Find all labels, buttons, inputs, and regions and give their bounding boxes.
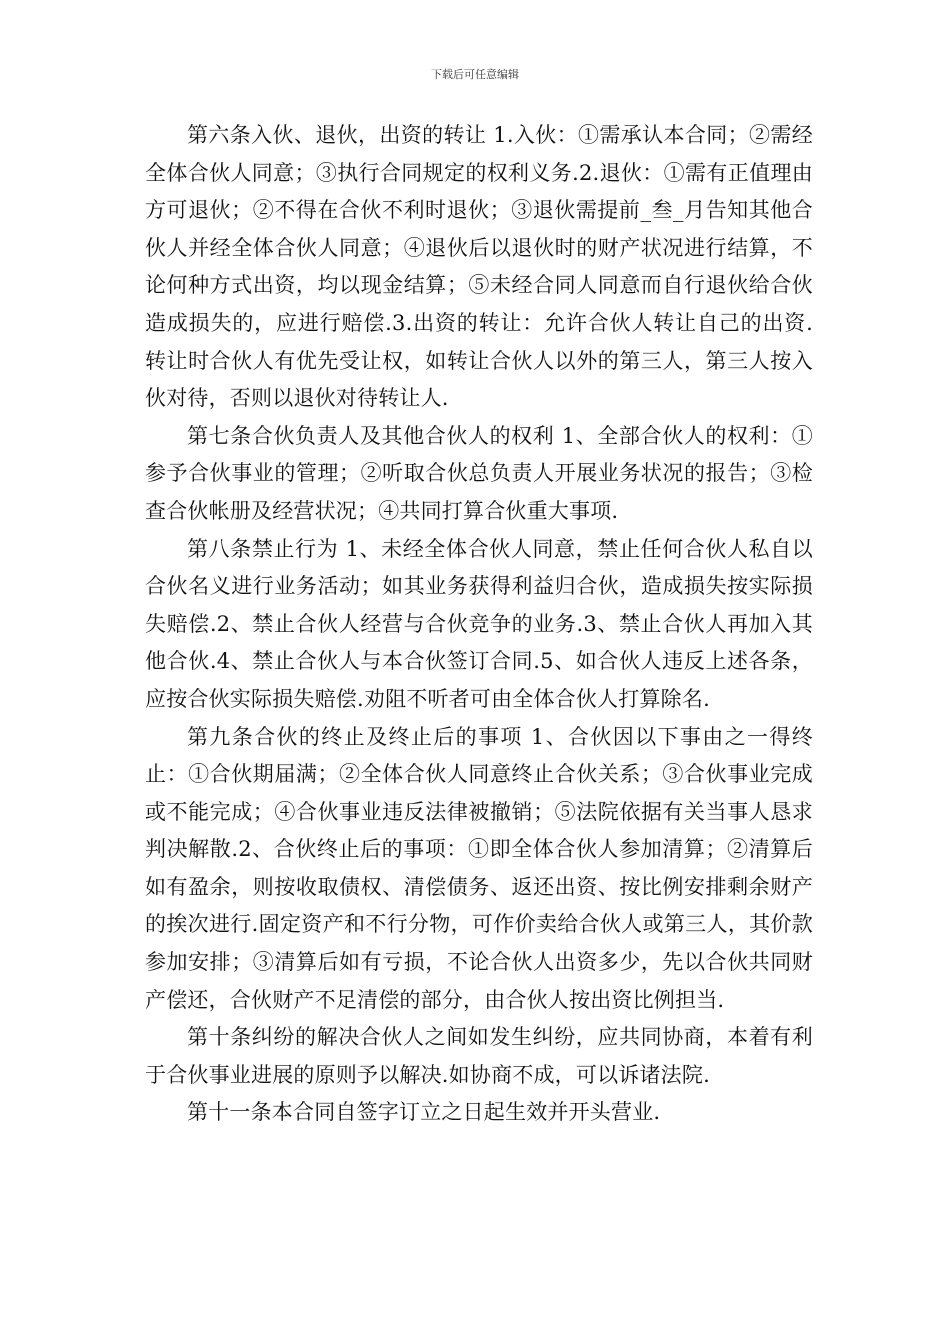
article-6-paragraph: 第六条入伙、退伙，出资的转让 1.入伙：①需承认本合同；②需经全体合伙人同意；③执行合同规定的权利义务.2.退伙：①需有正值理由方可退伙；②不得在合伙不利时退伙；③退伙需提前_叁_月告知其他合伙人并经全体合伙人同意；④退伙后以退伙时的财产状况进行结算，不论何种方式出资，均以现金结算；⑤未经合同人同意而自行退伙给合伙造成损失的，应进行赔偿.3.出资的转让：允许合伙人转让自己的出资.转让时合伙人有优先受让权，如转让合伙人以外的第三人，第三人按入伙对待，否则以退伙对待转让人.	[145, 123, 813, 411]
page-header: 下载后可任意编辑	[431, 68, 519, 81]
document-body	[145, 117, 813, 1132]
article-7-paragraph: 第七条合伙负责人及其他合伙人的权利 1、全部合伙人的权利：①参予合伙事业的管理；②听取合伙总负责人开展业务状况的报告；③检查合伙帐册及经营状况；④共同打算合伙重大事项.	[145, 423, 813, 523]
article-10-paragraph: 第十条纠纷的解决合伙人之间如发生纠纷，应共同协商，本着有利于合伙事业进展的原则予以解决.如协商不成，可以诉诸法院.	[145, 1025, 813, 1087]
article-11-paragraph: 第十一条本合同自签字订立之日起生效并开头营业.	[187, 1100, 661, 1125]
article-8-paragraph: 第八条禁止行为 1、未经全体合伙人同意，禁止任何合伙人私自以合伙名义进行业务活动；如其业务获得利益归合伙，造成损失按实际损失赔偿.2、禁止合伙人经营与合伙竞争的业务.3、禁止合伙人再加入其他合伙.4、禁止合伙人与本合伙签订合同.5、如合伙人违反上述各条，应按合伙实际损失赔偿.劝阻不听者可由全体合伙人打算除名.	[145, 536, 813, 711]
article-9-paragraph: 第九条合伙的终止及终止后的事项 1、合伙因以下事由之一得终止：①合伙期届满；②全体合伙人同意终止合伙关系；③合伙事业完成或不能完成；④合伙事业违反法律被撤销；⑤法院依据有关当事人恳求判决解散.2、合伙终止后的事项：①即全体合伙人参加清算；②清算后如有盈余，则按收取债权、清偿债务、返还出资、按比例安排剩余财产的挨次进行.固定资产和不行分物，可作价卖给合伙人或第三人，其价款参加安排；③清算后如有亏损，不论合伙人出资多少，先以合伙共同财产偿还，合伙财产不足清偿的部分，由合伙人按出资比例担当.	[145, 724, 813, 1012]
